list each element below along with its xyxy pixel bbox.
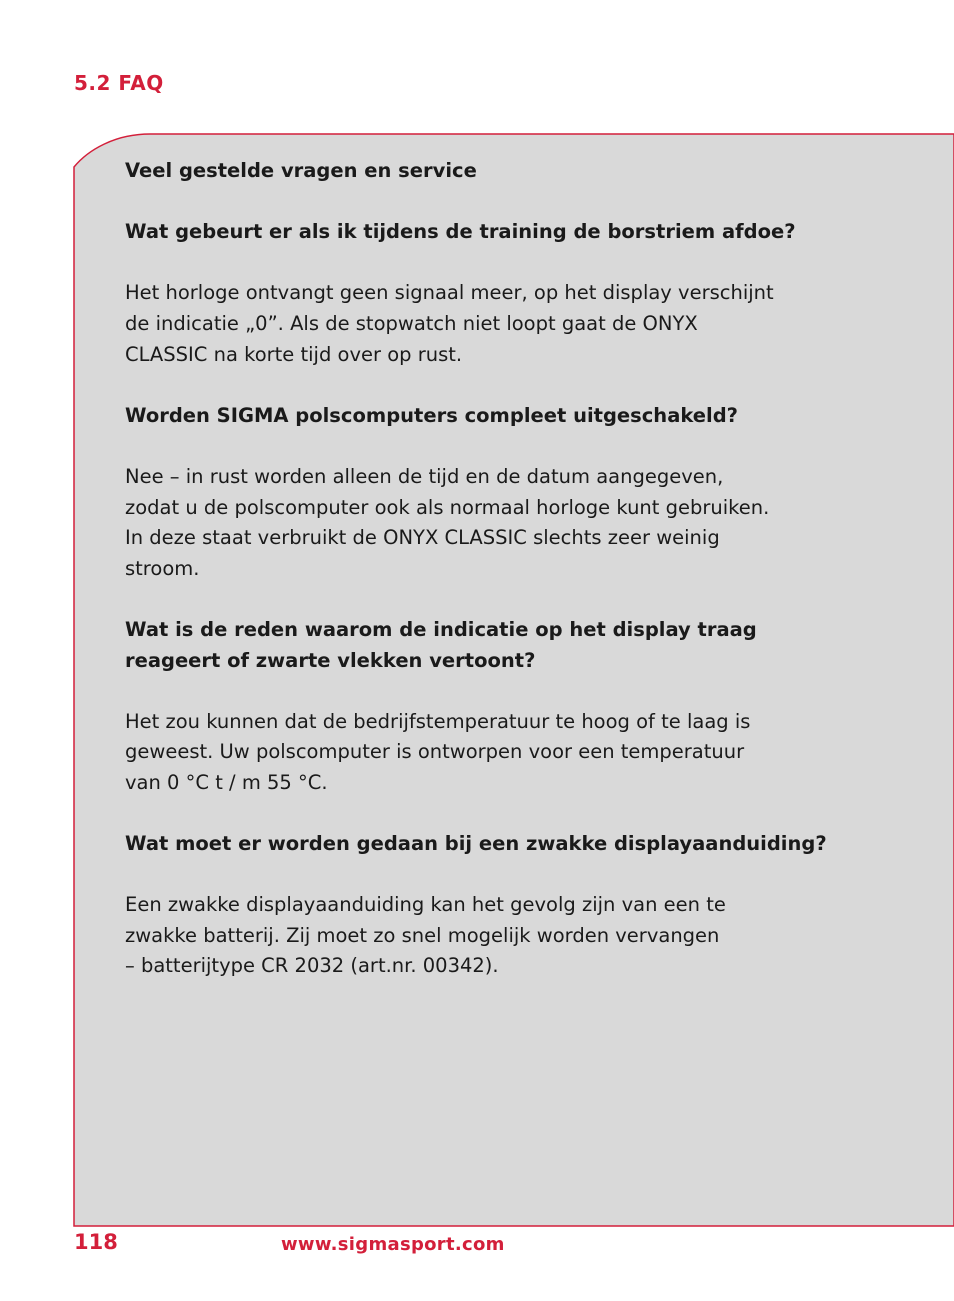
faq-question-4: Wat moet er worden gedaan bij een zwakke displayaanduiding? xyxy=(125,832,827,856)
faq-answer-4: Een zwakke displayaanduiding kan het gevolg zijn van een te zwakke batterij. Zij moet zo snel mogelijk worden vervangen – batterijtype CR 2032 (art.nr. 00342). xyxy=(125,893,726,978)
faq-heading: Veel gestelde vragen en service xyxy=(125,159,477,182)
faq-question-2: Worden SIGMA polscomputers compleet uitgeschakeld? xyxy=(125,403,738,427)
page-number: 118 xyxy=(74,1230,118,1254)
faq-question-1: Wat gebeurt er als ik tijdens de training de borstriem afdoe? xyxy=(125,220,796,244)
website-link[interactable]: www.sigmasport.com xyxy=(281,1234,505,1255)
faq-answer-3: Het zou kunnen dat de bedrijfstemperatuur te hoog of te laag is geweest. Uw polscomputer is ontworpen voor een temperatuur van 0 °C t / m 55 °C. xyxy=(125,709,751,794)
faq-answer-1: Het horloge ontvangt geen signaal meer, op het display verschijnt de indicatie „0”. Als de stopwatch niet loopt gaat de ONYX CLASSIC na korte tijd over op rust. xyxy=(125,281,774,366)
section-title: 5.2 FAQ xyxy=(74,71,164,95)
faq-question-3: Wat is de reden waarom de indicatie op het display traag reageert of zwarte vlekken vertoont? xyxy=(125,617,757,672)
faq-content xyxy=(125,156,845,982)
faq-answer-2: Nee – in rust worden alleen de tijd en de datum aangegeven, zodat u de polscomputer ook als normaal horloge kunt gebruiken. In deze staat verbruikt de ONYX CLASSIC slechts zeer weinig stroom. xyxy=(125,464,770,580)
